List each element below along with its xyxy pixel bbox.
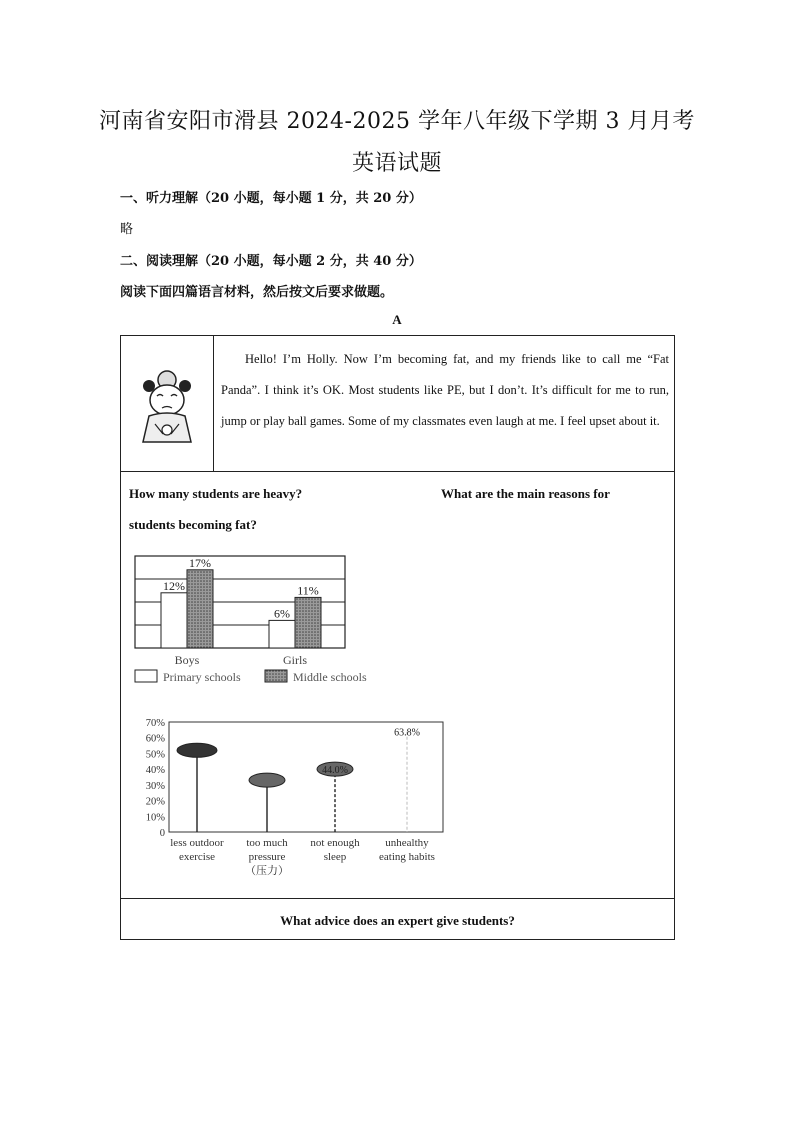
passage-text: [221, 344, 669, 437]
y-tick-label: 70%: [145, 718, 165, 729]
category-label: less outdoor: [170, 837, 224, 849]
passage-letter: A: [392, 312, 402, 327]
category-label: sleep: [323, 851, 347, 863]
reason-marker: [177, 743, 217, 757]
bar-data-label: 6%: [274, 606, 290, 621]
category-label: pressure: [248, 851, 286, 863]
listening-note: 略: [120, 222, 134, 237]
category-label: Girls: [283, 653, 307, 667]
bar-boys-primary: [161, 593, 187, 648]
bar-girls-primary: [269, 620, 295, 648]
bar-boys-middle: [187, 570, 213, 648]
category-label: exercise: [178, 851, 216, 863]
category-label: eating habits: [379, 851, 435, 863]
legend-swatch-primary: [135, 670, 157, 682]
section-reading: 二、阅读理解（20 小题，每小题 2 分，共 40 分）: [120, 254, 422, 269]
passage-box: [120, 335, 675, 940]
legend-label: Primary schools: [163, 670, 241, 684]
reason-data-label: 44.0%: [322, 765, 348, 777]
y-tick-label: 30%: [145, 780, 165, 792]
bar-girls-middle: [295, 597, 321, 648]
section-listening: 一、听力理解（20 小题，每小题 1 分，共 20 分）: [120, 191, 422, 206]
reason-marker: [249, 773, 285, 787]
category-label: not enough: [310, 837, 360, 849]
y-tick-label: 50%: [145, 749, 165, 761]
divider: [213, 336, 214, 471]
category-label: （压力）: [245, 865, 289, 877]
category-label: too much: [246, 837, 288, 849]
question-reasons-cont: students becoming fat?: [129, 517, 257, 532]
bar-data-label: 11%: [297, 583, 319, 598]
page-subtitle: 英语试题: [351, 151, 442, 176]
y-tick-label: 40%: [145, 765, 165, 777]
divider: [121, 898, 674, 899]
page-title: 河南省安阳市滑县 2024-2025 学年八年级下学期 3 月月考: [99, 109, 695, 134]
question-advice: What advice does an expert give students?: [280, 913, 515, 928]
reading-instruction: 阅读下面四篇语言材料，然后按文后要求做题。: [120, 285, 394, 300]
holly-cartoon-image: [135, 366, 199, 446]
category-label: Boys: [174, 653, 200, 667]
y-tick-label: 0: [159, 828, 165, 839]
y-tick-label: 60%: [145, 733, 165, 745]
category-label: unhealthy: [385, 837, 429, 849]
legend-swatch-middle: [265, 670, 287, 682]
bar-data-label: 17%: [189, 555, 211, 570]
y-tick-label: 10%: [145, 812, 165, 824]
divider: [121, 471, 674, 472]
question-heavy: How many students are heavy?: [129, 486, 303, 501]
reasons-chart: [135, 714, 455, 886]
reason-data-label: 63.8%: [394, 727, 420, 739]
bar-data-label: 12%: [163, 578, 185, 593]
legend-label: Middle schools: [293, 670, 367, 684]
holly-paragraph: Hello! I’m Holly. Now I’m becoming fat, and my friends like to call me “Fat Panda”. I think it’s OK. Most students like PE, but I don’t. It’s difficult for me to run, jump or play ball games. Some of my classmates even laugh at me. I feel upset about it.: [221, 352, 669, 428]
heavy-students-chart: [131, 550, 391, 695]
y-tick-label: 20%: [145, 796, 165, 808]
question-reasons: What are the main reasons for: [441, 486, 610, 501]
